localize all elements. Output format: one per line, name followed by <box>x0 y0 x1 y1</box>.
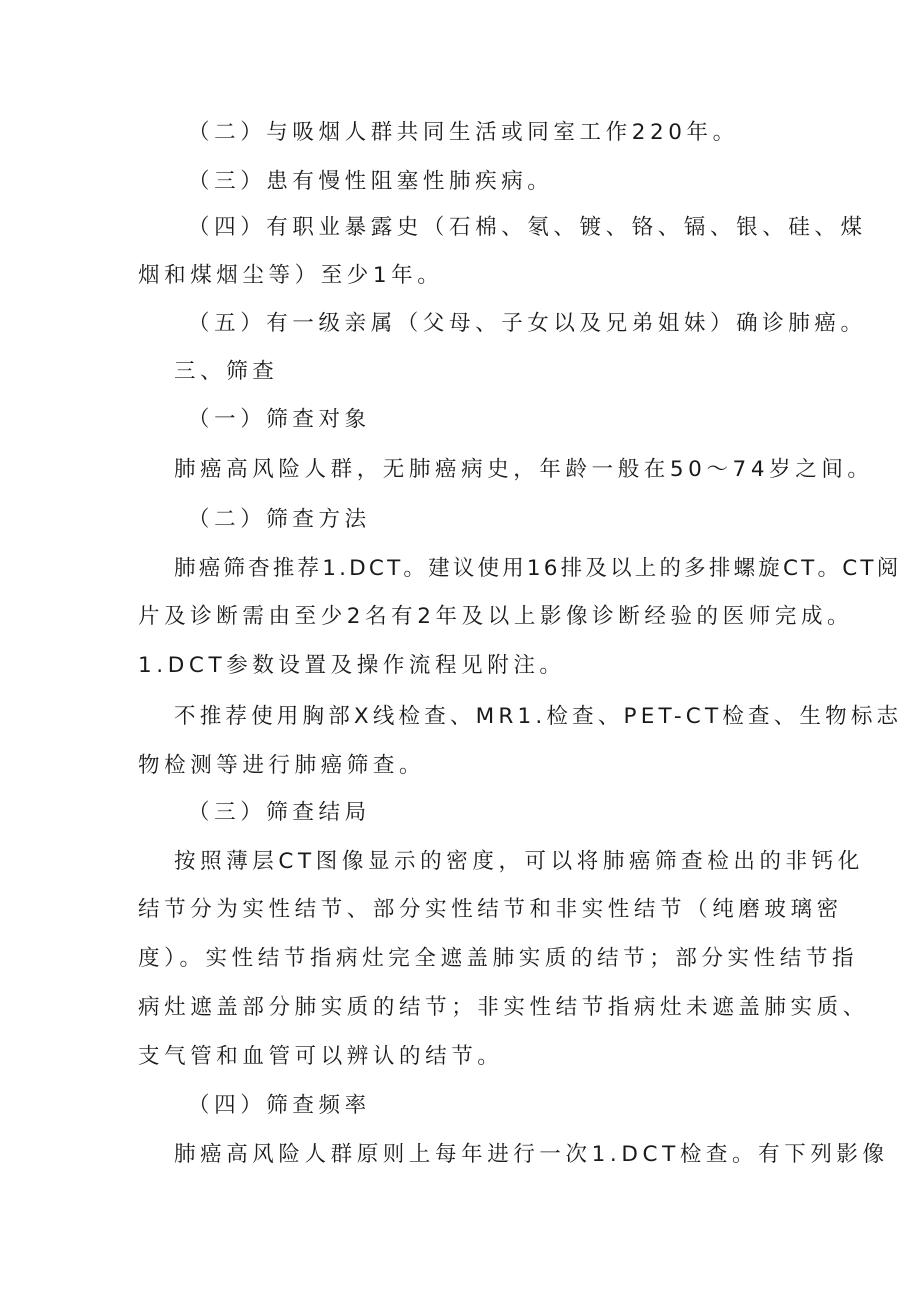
paragraph-line: （五）有一级亲属（父母、子女以及兄弟姐妹）确诊肺癌。 <box>188 311 867 336</box>
paragraph-line: 不推荐使用胸部X线检查、MR1.检查、PET-CT检查、生物标志 <box>174 704 903 729</box>
paragraph-line: 烟和煤烟尘等）至少1年。 <box>138 263 444 288</box>
subsection-heading: （二）筛查方法 <box>188 507 371 532</box>
subsection-heading: （一）筛查对象 <box>188 407 371 432</box>
paragraph-line: 结节分为实性结节、部分实性结节和非实性结节（纯磨玻璃密 <box>138 897 843 922</box>
paragraph-line: （三）患有慢性阻塞性肺疾病。 <box>188 169 554 194</box>
paragraph-line: 肺癌高风险人群原则上每年进行一次1.DCT检查。有下列影像 <box>174 1142 889 1167</box>
paragraph-line: 度）。实性结节指病灶完全遮盖肺实质的结节；部分实性结节指 <box>138 946 859 971</box>
paragraph-line: 肺癌高风险人群，无肺癌病史，年龄一般在50〜74岁之间。 <box>174 457 874 482</box>
subsection-heading: （四）筛查频率 <box>188 1093 371 1118</box>
paragraph-line: （二）与吸烟人群共同生活或同室工作220年。 <box>188 120 739 145</box>
paragraph-line: 片及诊断需由至少2名有2年及以上影像诊断经验的医师完成。 <box>138 604 854 629</box>
paragraph-line: 1.DCT参数设置及操作流程见附注。 <box>138 653 566 678</box>
section-heading: 三、筛查 <box>174 359 279 384</box>
paragraph-line: 病灶遮盖部分肺实质的结节；非实性结节指病灶未遮盖肺实质、 <box>138 995 869 1020</box>
paragraph-line: 按照薄层CT图像显示的密度，可以将肺癌筛查检出的非钙化 <box>174 849 864 874</box>
paragraph-line: 支气管和血管可以辨认的结节。 <box>138 1044 504 1069</box>
subsection-heading: （三）筛查结局 <box>188 800 371 825</box>
paragraph-line: 肺癌筛杳推荐1.DCT。建议使用16排及以上的多排螺旋CT。CT阅 <box>174 556 902 581</box>
paragraph-line: 物检测等进行肺癌筛查。 <box>138 753 426 778</box>
paragraph-line: （四）有职业暴露史（石棉、氡、镀、铬、镉、银、硅、煤 <box>188 215 867 240</box>
